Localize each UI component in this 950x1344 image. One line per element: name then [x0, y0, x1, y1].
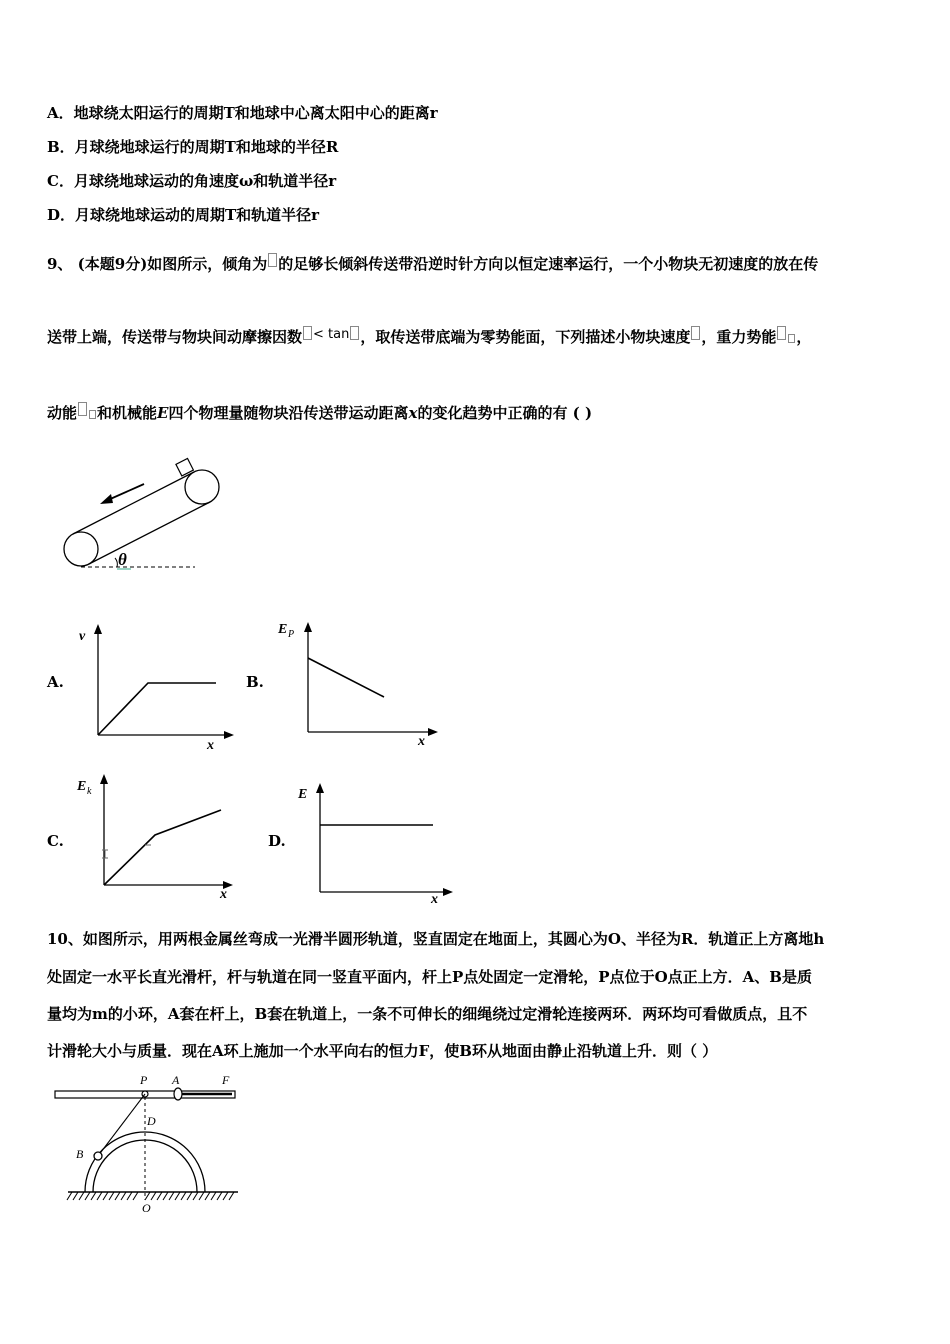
option-c-label: C. [47, 832, 64, 850]
ek-sub-placeholder-icon [89, 410, 96, 419]
ep-sub-placeholder-icon [788, 334, 795, 343]
option-c-q8: C．月球绕地球运动的角速度ω和轨道半径r [47, 172, 337, 190]
option-d-q8: D．月球绕地球运动的周期T和轨道半径r [47, 206, 320, 224]
graph-b-y-subscript: P [288, 629, 295, 640]
q9-text: 动能 [47, 404, 78, 422]
rope [98, 1094, 145, 1156]
tan-expression: < tan [313, 327, 350, 342]
q9-text: 9、 (本题9分)如图所示，倾角为 [47, 255, 268, 273]
v-placeholder-icon [691, 326, 700, 340]
option-a-q8: A．地球绕太阳运行的周期T和地球中心离太阳中心的距离r [47, 104, 438, 122]
graph-d-y-label: E [298, 787, 308, 802]
q10-stem-line3: 量均为m的小环，A套在杆上，B套在轨道上，一条不可伸长的细绳绕过定滑轮连接两环．两环均可看做质点，且不 [47, 1005, 808, 1023]
q10-stem-line2: 处固定一水平长直光滑杆，杆与轨道在同一竖直平面内，杆上P点处固定一定滑轮，P点位于O点正上方．A、B是质 [47, 968, 812, 986]
ring-a-icon [174, 1088, 182, 1100]
graph-b-y-label: E [278, 622, 288, 637]
graph-b-ep-x [278, 615, 443, 750]
graph-c-x-label: x [220, 887, 227, 902]
label-d: D [147, 1114, 156, 1128]
label-p: P [140, 1073, 148, 1087]
graph-a-v-x [76, 620, 236, 753]
label-b: B [76, 1147, 84, 1161]
option-a-label: A. [47, 673, 64, 691]
graph-a-curve [98, 683, 216, 735]
graph-b-x-label: x [418, 734, 425, 749]
q9-text: ， [796, 328, 812, 346]
label-f: F [222, 1073, 230, 1087]
semicircle-track-figure [50, 1070, 245, 1215]
label-o: O [142, 1201, 151, 1215]
graph-c-y-subscript: k [87, 786, 92, 797]
option-d-label: D. [268, 832, 286, 850]
energy-symbol: E [157, 404, 169, 422]
ek-placeholder-icon [78, 402, 87, 416]
q9-text: ，重力势能 [701, 328, 777, 346]
q9-stem-line3 [47, 402, 592, 423]
q9-text: 四个物理量随物块沿传送带运动距离 [168, 404, 409, 422]
graph-a-y-label: v [79, 629, 86, 644]
q10-stem-line4: 计滑轮大小与质量．现在A环上施加一个水平向右的恒力F，使B环从地面由静止沿轨道上升．则（ ） [47, 1042, 718, 1060]
q9-text: 送带上端，传送带与物块间动摩擦因数 [47, 328, 303, 346]
graph-c-y-label: E [77, 779, 87, 794]
graph-d-x-label: x [431, 892, 438, 907]
option-b-label: B. [246, 673, 264, 691]
q9-text: 和机械能 [97, 404, 158, 422]
q9-text: ，取传送带底端为零势能面，下列描述小物块速度 [360, 328, 691, 346]
arrow-left-icon [100, 494, 113, 504]
q9-stem-line1 [47, 253, 818, 274]
label-a: A [172, 1073, 180, 1087]
option-b-q8: B．月球绕地球运行的周期T和地球的半径R [47, 138, 339, 156]
conveyor-belt-figure [55, 455, 205, 575]
graph-c-curve [104, 810, 221, 885]
graph-b-curve [308, 658, 384, 697]
q9-stem-line2 [47, 326, 811, 347]
theta-placeholder-icon [350, 326, 359, 340]
graph-c-ek-x [75, 770, 240, 905]
theta-placeholder-icon [268, 253, 277, 267]
ep-placeholder-icon [777, 326, 786, 340]
q10-stem-line1: 10、如图所示，用两根金属丝弯成一光滑半圆形轨道，竖直固定在地面上，其圆心为O、半径为R．轨道正上方离地h [47, 930, 825, 948]
x-symbol: x [408, 404, 418, 422]
q9-text: 的变化趋势中正确的有 ( ) [417, 404, 593, 422]
theta-label: θ [118, 550, 127, 569]
q9-text: 的足够长倾斜传送带沿逆时针方向以恒定速率运行，一个小物块无初速度的放在传 [278, 255, 819, 273]
graph-a-x-label: x [207, 738, 214, 753]
ring-b-icon [94, 1152, 102, 1160]
graph-d-e-x [295, 778, 460, 907]
mu-placeholder-icon [303, 326, 312, 340]
